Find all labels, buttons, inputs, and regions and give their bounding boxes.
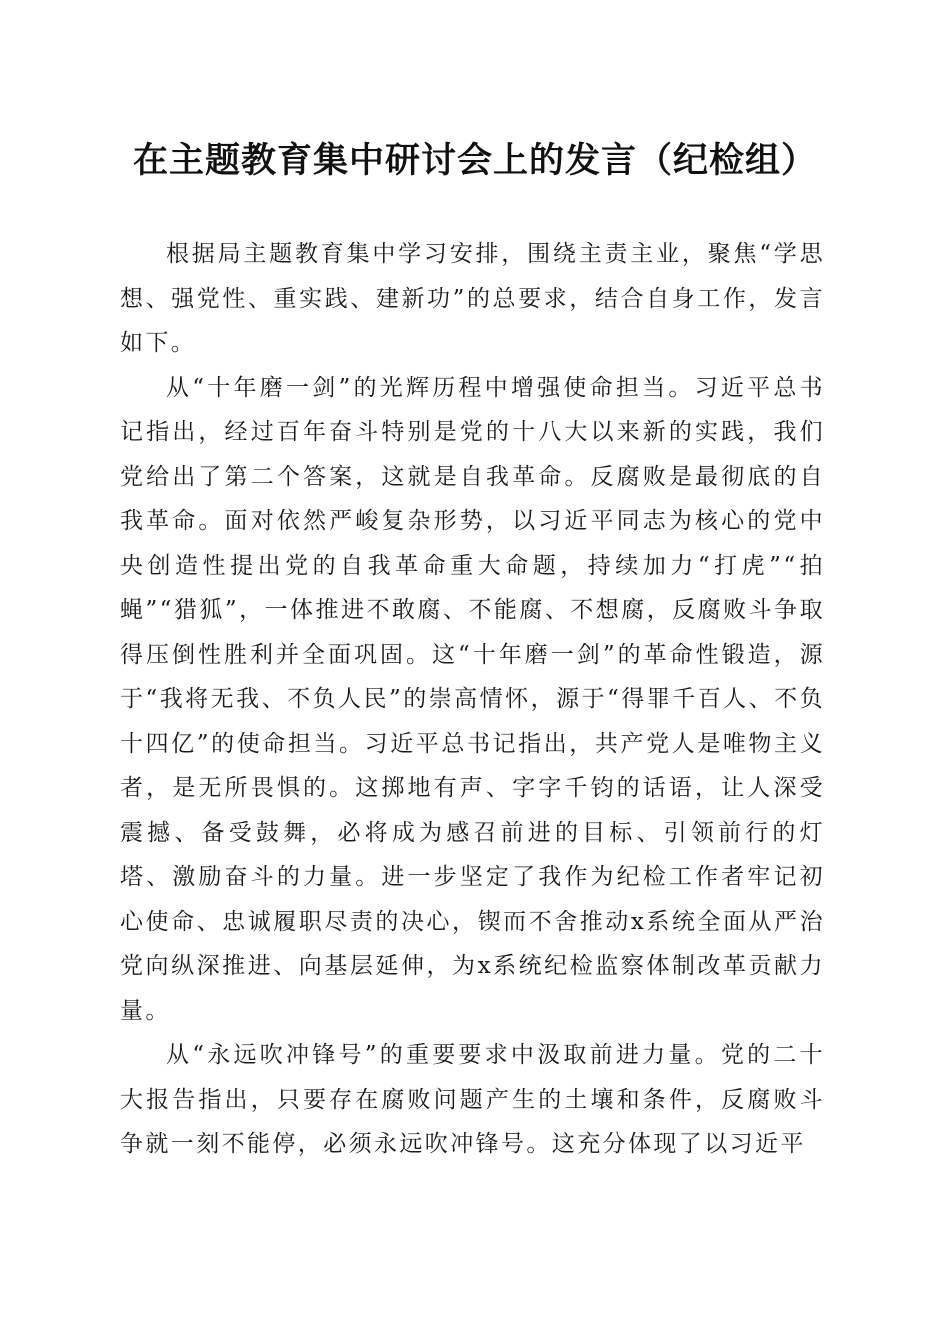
paragraph-mission: 从“十年磨一剑”的光辉历程中增强使命担当。习近平总书记指出，经过百年奋斗特别是党的十八大以来新的实践，我们党给出了第二个答案，这就是自我革命。反腐败是最彻底的自我革命。面对依然严峻复杂形势，以习近平同志为核心的党中央创造性提出党的自我革命重大命题，持续加力“打虎”“拍蝇”“猎狐”，一体推进不敢腐、不能腐、不想腐，反腐败斗争取得压倒性胜利并全面巩固。这“十年磨一剑”的革命性锻造，源于“我将无我、不负人民”的崇高情怀，源于“得罪千百人、不负十四亿”的使命担当。习近平总书记指出，共产党人是唯物主义者，是无所畏惧的。这掷地有声、字字千钧的话语，让人深受震撼、备受鼓舞，必将成为感召前进的目标、引领前行的灯塔、激励奋斗的力量。进一步坚定了我作为纪检工作者牢记初心使命、忠诚履职尽责的决心，锲而不舍推动x系统全面从严治党向纵深推进、向基层延伸，为x系统纪检监察体制改革贡献力量。	[120, 374, 825, 1024]
paragraph-charge: 从“永远吹冲锋号”的重要要求中汲取前进力量。党的二十大报告指出，只要存在腐败问题产生的土壤和条件，反腐败斗争就一刻不能停，必须永远吹冲锋号。这充分体现了以习近平	[120, 1042, 825, 1157]
paragraph-intro: 根据局主题教育集中学习安排，围绕主责主业，聚焦“学思想、强党性、重实践、建新功”的总要求，结合自身工作，发言如下。	[120, 241, 825, 356]
document-body	[120, 232, 825, 1167]
document-title: 在主题教育集中研讨会上的发言（纪检组）	[132, 140, 817, 181]
